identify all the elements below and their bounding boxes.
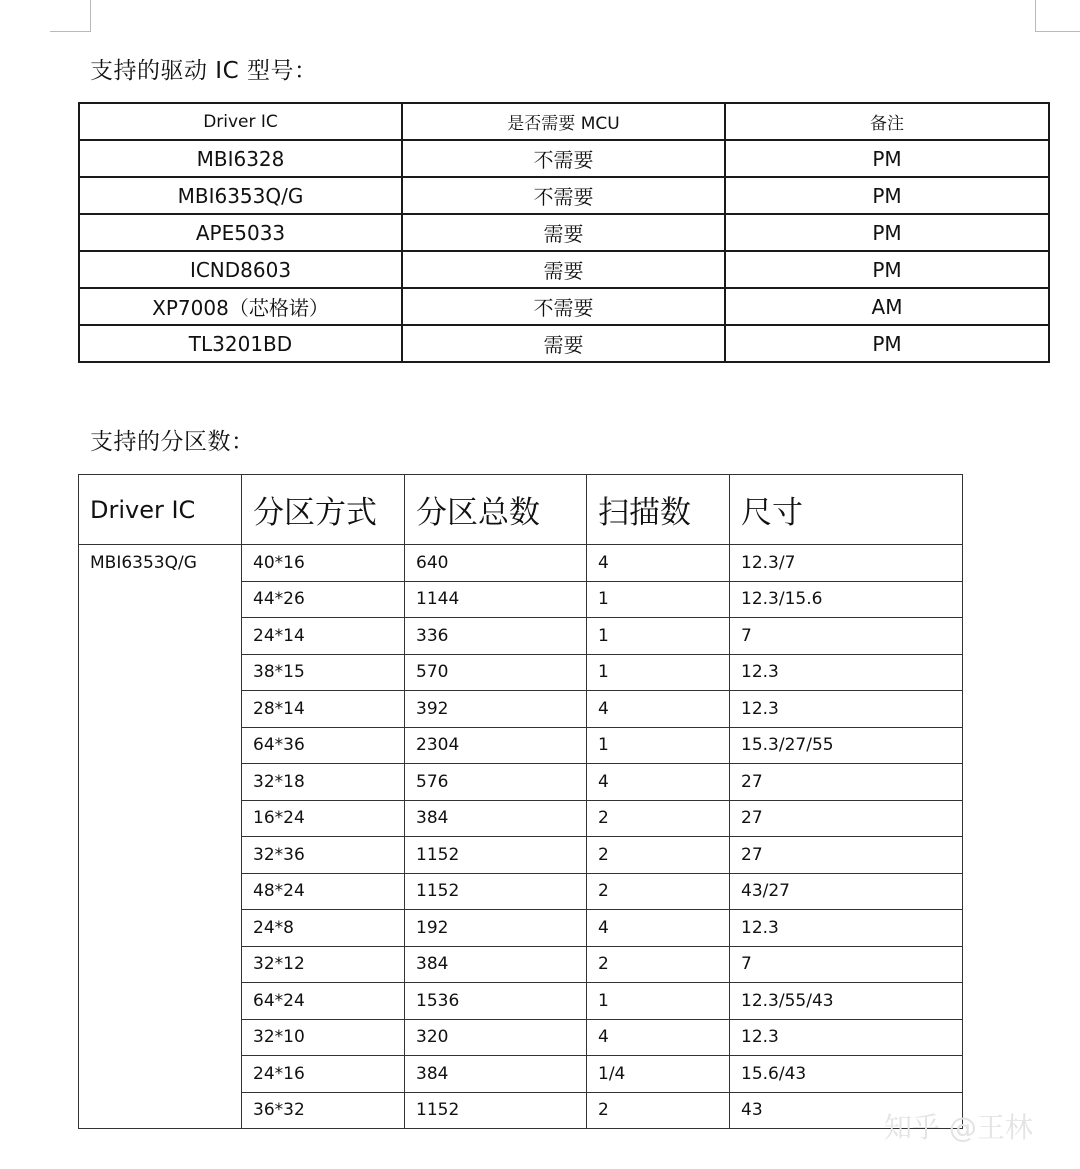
header-cell: 备注 <box>725 103 1049 140</box>
table-cell: 4 <box>587 545 730 582</box>
table-cell: 320 <box>405 1019 587 1056</box>
table-cell: 15.6/43 <box>730 1056 963 1093</box>
watermark: 知乎 @王林 <box>884 1111 1033 1144</box>
table-cell: 4 <box>587 691 730 728</box>
table-cell: 4 <box>587 910 730 947</box>
table-cell: 需要 <box>402 214 725 251</box>
header-cell: 分区方式 <box>242 475 405 545</box>
table-cell: 7 <box>730 618 963 655</box>
header-cell: 扫描数 <box>587 475 730 545</box>
table-cell: 32*18 <box>242 764 405 801</box>
table-header-row <box>79 475 963 545</box>
table-cell: 1 <box>587 618 730 655</box>
table-cell: 2 <box>587 837 730 874</box>
table-cell: PM <box>725 251 1049 288</box>
heading-zone-counts: 支持的分区数： <box>90 429 255 455</box>
heading-driver-ic-models: 支持的驱动 IC 型号： <box>90 58 318 84</box>
table-cell: 2304 <box>405 727 587 764</box>
table-cell: 27 <box>730 837 963 874</box>
table-cell: 不需要 <box>402 288 725 325</box>
table-cell: 44*26 <box>242 581 405 618</box>
table-cell: 384 <box>405 946 587 983</box>
table-cell: 12.3 <box>730 910 963 947</box>
table-cell: 1152 <box>405 1092 587 1129</box>
table-cell: MBI6353Q/G <box>79 177 402 214</box>
table-cell: 1152 <box>405 873 587 910</box>
header-cell: 是否需要 MCU <box>402 103 725 140</box>
table-cell: TL3201BD <box>79 325 402 362</box>
table-cell: 24*8 <box>242 910 405 947</box>
table-cell: 24*14 <box>242 618 405 655</box>
table-cell: 12.3/15.6 <box>730 581 963 618</box>
table-row <box>79 140 1049 177</box>
table-cell: 1152 <box>405 837 587 874</box>
table-row <box>79 214 1049 251</box>
table-cell: 2 <box>587 800 730 837</box>
table-cell: 570 <box>405 654 587 691</box>
table-row <box>79 251 1049 288</box>
table-cell: 43 <box>730 1092 963 1129</box>
table-cell: 384 <box>405 800 587 837</box>
table-cell: 2 <box>587 946 730 983</box>
table-cell: 24*16 <box>242 1056 405 1093</box>
table-row <box>79 325 1049 362</box>
table-cell: 43/27 <box>730 873 963 910</box>
table-cell: 27 <box>730 764 963 801</box>
driver-ic-table <box>78 102 1050 363</box>
table-cell: PM <box>725 214 1049 251</box>
table-row <box>79 177 1049 214</box>
table-row <box>79 288 1049 325</box>
table-cell: AM <box>725 288 1049 325</box>
table-cell: 384 <box>405 1056 587 1093</box>
table-cell: 32*12 <box>242 946 405 983</box>
table-cell: 27 <box>730 800 963 837</box>
table-cell: 48*24 <box>242 873 405 910</box>
table-cell: 1/4 <box>587 1056 730 1093</box>
table-cell: 需要 <box>402 251 725 288</box>
table-cell: PM <box>725 177 1049 214</box>
table-cell: PM <box>725 140 1049 177</box>
header-cell: 分区总数 <box>405 475 587 545</box>
table-cell: 640 <box>405 545 587 582</box>
table-cell: 40*16 <box>242 545 405 582</box>
table-header-row <box>79 103 1049 140</box>
table-cell: 12.3/7 <box>730 545 963 582</box>
table-cell: 1 <box>587 983 730 1020</box>
table-cell: ICND8603 <box>79 251 402 288</box>
table-cell: 7 <box>730 946 963 983</box>
driver-ic-cell: MBI6353Q/G <box>79 545 242 1129</box>
table-cell: 38*15 <box>242 654 405 691</box>
table-cell: 1144 <box>405 581 587 618</box>
table-cell: 4 <box>587 1019 730 1056</box>
table-cell: 12.3/55/43 <box>730 983 963 1020</box>
table-cell: 不需要 <box>402 140 725 177</box>
table-cell: 32*36 <box>242 837 405 874</box>
table-cell: 1 <box>587 727 730 764</box>
table-cell: 15.3/27/55 <box>730 727 963 764</box>
table-cell: 16*24 <box>242 800 405 837</box>
table-cell: 1 <box>587 581 730 618</box>
table-cell: 4 <box>587 764 730 801</box>
table-cell: 需要 <box>402 325 725 362</box>
table-cell: 192 <box>405 910 587 947</box>
table-row <box>79 545 963 582</box>
header-cell: Driver IC <box>79 103 402 140</box>
table-cell: 12.3 <box>730 1019 963 1056</box>
table-cell: 392 <box>405 691 587 728</box>
table-cell: 不需要 <box>402 177 725 214</box>
table-cell: 36*32 <box>242 1092 405 1129</box>
table-cell: 12.3 <box>730 654 963 691</box>
table-cell: 64*36 <box>242 727 405 764</box>
crop-mark-top-right <box>1035 0 1080 32</box>
table-cell: 1536 <box>405 983 587 1020</box>
table-cell: 64*24 <box>242 983 405 1020</box>
zone-table <box>78 474 963 1129</box>
table-cell: 32*10 <box>242 1019 405 1056</box>
table-cell: 12.3 <box>730 691 963 728</box>
table-cell: 28*14 <box>242 691 405 728</box>
table-cell: 2 <box>587 873 730 910</box>
header-cell: Driver IC <box>79 475 242 545</box>
header-cell: 尺寸 <box>730 475 963 545</box>
table-cell: 2 <box>587 1092 730 1129</box>
table-cell: 576 <box>405 764 587 801</box>
crop-mark-top-left <box>50 0 91 32</box>
table-cell: 336 <box>405 618 587 655</box>
table-cell: MBI6328 <box>79 140 402 177</box>
table-cell: APE5033 <box>79 214 402 251</box>
table-cell: PM <box>725 325 1049 362</box>
table-cell: 1 <box>587 654 730 691</box>
table-cell: XP7008（芯格诺） <box>79 288 402 325</box>
